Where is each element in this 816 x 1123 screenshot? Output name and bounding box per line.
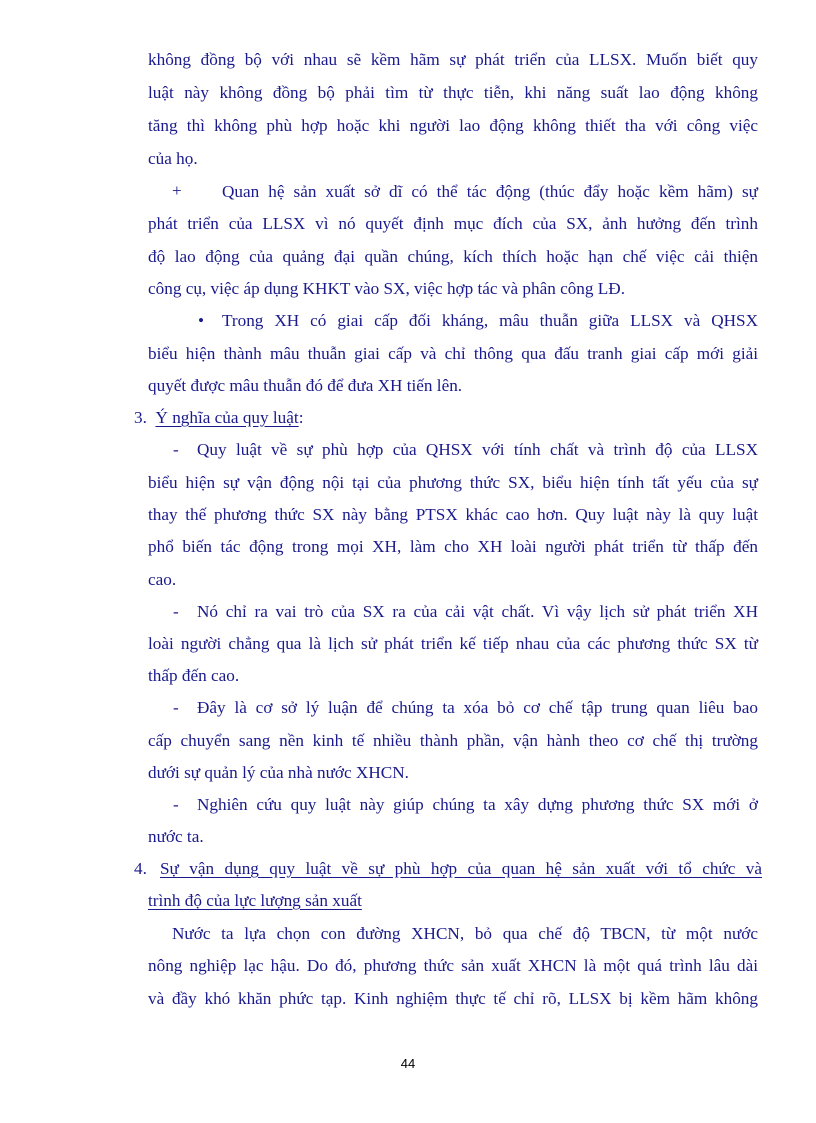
body-line: độ lao động của quảng đại quần chúng, kích thích hoặc hạn chế việc cải thiện <box>148 247 758 266</box>
body-line: thay thế phương thức SX này bằng PTSX khác cao hơn. Quy luật này là quy luật <box>148 505 758 524</box>
body-line: công cụ, việc áp dụng KHKT vào SX, việc hợp tác và phân công LĐ. <box>148 279 626 298</box>
dash-bullet: - <box>173 698 179 717</box>
page-number: 44 <box>400 1056 416 1071</box>
body-line: thấp đến cao. <box>148 666 240 685</box>
body-line: tăng thì không phù hợp hoặc khi người lao động không thiết tha với công việc <box>148 116 758 135</box>
body-line: Nghiên cứu quy luật này giúp chúng ta xây dựng phương thức SX mới ở <box>197 795 758 814</box>
body-line: cao. <box>148 570 177 589</box>
dash-bullet: - <box>173 440 179 459</box>
heading-text: Ý nghĩa của quy luật <box>155 408 299 427</box>
body-line: phổ biến tác động trong mọi XH, làm cho XH loài người phát triển từ thấp đến <box>148 537 758 556</box>
body-line: luật này không đồng bộ phải tìm từ thực tiễn, khi năng suất lao động không <box>148 83 758 102</box>
heading-number: 3. <box>134 408 147 427</box>
body-line: biểu hiện sự vận động nội tại của phương thức SX, biểu hiện tính tất yếu của sự <box>148 473 758 492</box>
body-line: của họ. <box>148 149 198 168</box>
body-line: biểu hiện thành mâu thuẫn giai cấp và chỉ thông qua đấu tranh giai cấp mới giải <box>148 344 758 363</box>
body-line: nước ta. <box>148 827 204 846</box>
body-line: Quan hệ sản xuất sở dĩ có thể tác động (thúc đẩy hoặc kềm hãm) sự <box>222 182 758 201</box>
body-line: dưới sự quản lý của nhà nước XHCN. <box>148 763 409 782</box>
body-line: Nó chỉ ra vai trò của SX ra của cải vật chất. Vì vậy lịch sử phát triển XH <box>197 602 758 621</box>
section-heading-4-cont: trình độ của lực lượng sản xuất <box>148 891 362 910</box>
body-line: Nước ta lựa chọn con đường XHCN, bỏ qua chế độ TBCN, từ một nước <box>172 924 758 943</box>
body-line: Trong XH có giai cấp đối kháng, mâu thuẫn giữa LLSX và QHSX <box>222 311 758 330</box>
body-line: cấp chuyển sang nền kinh tế nhiều thành phần, vận hành theo cơ chế thị trường <box>148 731 758 750</box>
dash-bullet: - <box>173 795 179 814</box>
section-heading-4: Sự vận dụng quy luật về sự phù hợp của quan hệ sản xuất với tổ chức và <box>160 859 762 878</box>
body-line: Quy luật về sự phù hợp của QHSX với tính chất và trình độ của LLSX <box>197 440 758 459</box>
heading-colon: : <box>298 408 304 427</box>
bullet-dot: • <box>198 311 205 330</box>
body-line: quyết được mâu thuẫn đó để đưa XH tiến lên. <box>148 376 463 395</box>
heading-number: 4. <box>134 859 147 878</box>
section-heading-3 <box>134 408 303 428</box>
body-line: loài người chẳng qua là lịch sử phát triển kế tiếp nhau của các phương thức SX từ <box>148 634 758 653</box>
body-line: và đầy khó khăn phức tạp. Kinh nghiệm thực tế chỉ rõ, LLSX bị kềm hãm không <box>148 989 758 1008</box>
plus-bullet: + <box>172 181 182 200</box>
body-line: không đồng bộ với nhau sẽ kềm hãm sự phát triển của LLSX. Muốn biết quy <box>148 50 758 69</box>
body-line: nông nghiệp lạc hậu. Do đó, phương thức sản xuất XHCN là một quá trình lâu dài <box>148 956 758 975</box>
body-line: Đây là cơ sở lý luận để chúng ta xóa bỏ cơ chế tập trung quan liêu bao <box>197 698 758 717</box>
dash-bullet: - <box>173 602 179 621</box>
body-line: phát triển của LLSX vì nó quyết định mục đích của SX, ảnh hưởng đến trình <box>148 214 758 233</box>
